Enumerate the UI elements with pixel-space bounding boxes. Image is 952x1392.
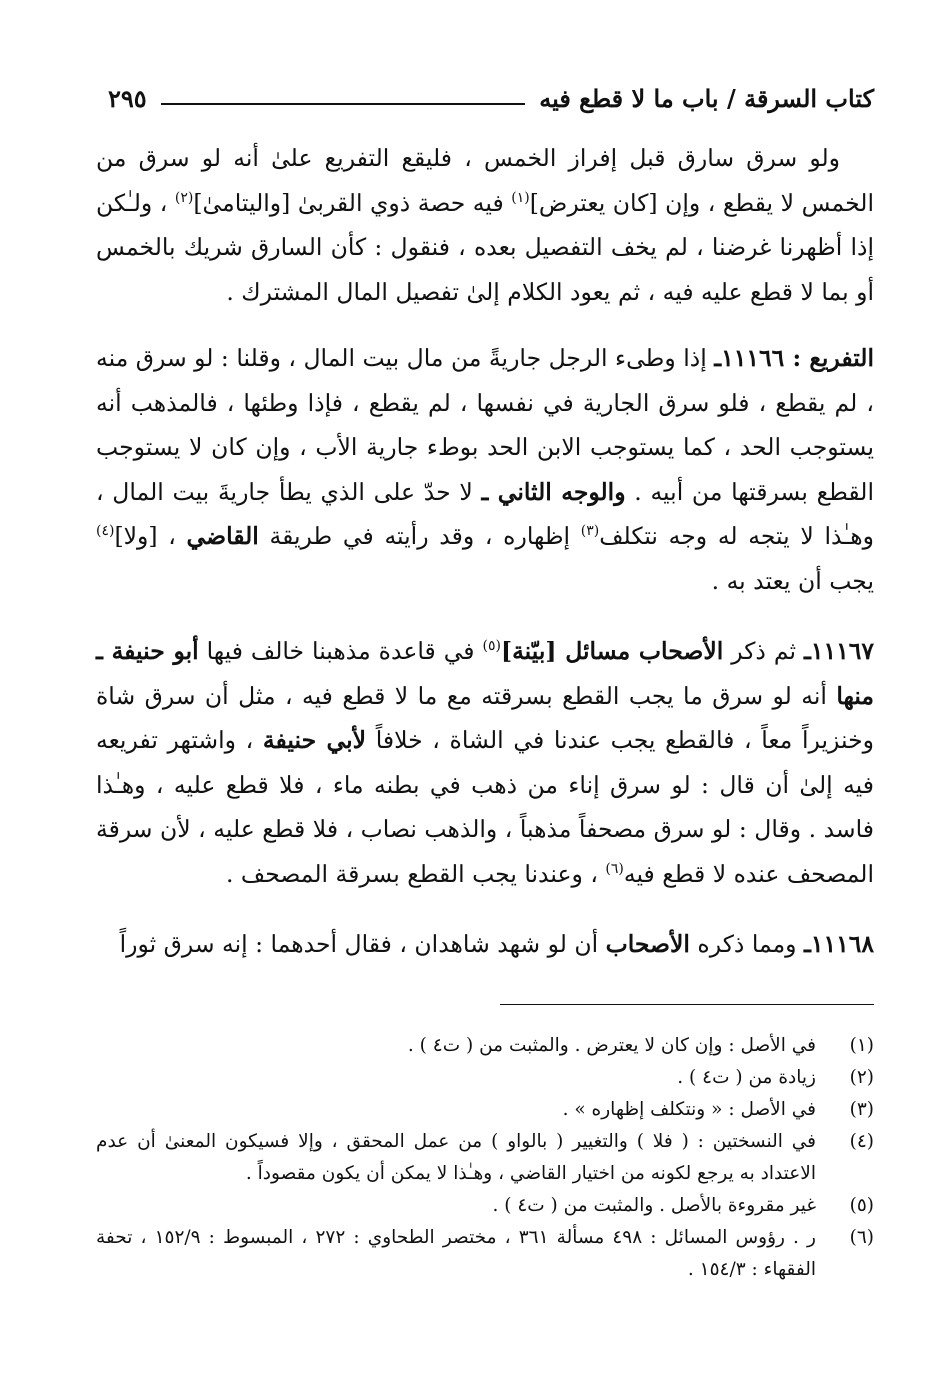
footnote-ref-2: (٢) [174,189,194,206]
footnote-ref-5: (٥) [482,638,501,655]
footnote-ref-1: (١) [511,189,530,206]
text-run: إظهاره ، وقد رأيته في طريقة [258,522,581,550]
paragraph-4 [96,922,874,967]
footnote-separator [500,1004,874,1005]
footnote [96,1126,874,1190]
bold-run: لأبي حنيفة [262,726,367,754]
footnotes [96,1030,874,1286]
footnote-number: (١) [849,1035,874,1056]
text-run: فيه حصة ذوي القربىٰ [واليتامىٰ] [193,188,512,217]
footnote-text: زيادة من ( ت٤ ) . [677,1067,816,1088]
text-run: ، واشتهر تفريعه فيه إلىٰ أن قال : لو سرق إناء من ذهب في بطنه ماء ، فلا قطع عليه ، وهـٰذا فاسد . وقال : لو سرق مصحفاً مذهباً ، والذهب نصاب ، فلا قطع عليه ، لأن سرقة المصحف عنده لا قطع فيه [96,726,874,888]
footnote-ref-3: (٣) [580,523,600,540]
footnote [96,1222,874,1286]
footnote-text: ر . رؤوس المسائل : ٤٩٨ مسألة ٣٦١ ، مختصر الطحاوي : ٢٧٢ ، المبسوط : ١٥٢/٩ ، تحفة الفقهاء : ١٥٤/٣ . [96,1227,816,1280]
paragraph-1 [96,136,874,314]
chapter-title: كتاب السرقة / باب ما لا قطع فيه [539,83,874,113]
bold-run: الأصحاب مسائل [بيّنة] [500,637,724,665]
footnote-number: (٤) [849,1131,874,1152]
section-number: ١١١٦٧ـ [803,637,874,665]
footnote-text: في الأصل : « ونتكلف إظهاره » . [562,1099,816,1120]
footnote [96,1094,874,1126]
footnote [96,1030,874,1062]
footnote [96,1190,874,1222]
section-heading: التفريع : ١١١٦٦ـ [714,344,874,372]
footnote-number: (٢) [849,1067,874,1088]
text-run: أنه لو سرق ما يجب القطع بسرقته مع ما لا قطع فيه ، مثل أن سرق شاة وخنزيراً معاً ، فالقطع يجب عندنا في الشاة ، خلافاً [96,681,874,754]
paragraph-3 [96,629,874,896]
footnote-ref-4: (٤) [96,523,115,540]
header-rule [161,103,526,105]
running-header [108,78,874,118]
text-run: ، [ولا] [114,522,187,550]
text-run: أن لو شهد شاهدان ، فقال أحدهما : إنه سرق ثوراً [119,930,606,958]
bold-run: والوجه الثاني ـ [481,477,626,506]
bold-run: القاضي [186,522,259,550]
footnote-text: غير مقروءة بالأصل . والمثبت من ( ت٤ ) . [492,1195,816,1216]
footnote-ref-6: (٦) [605,860,624,877]
footnote-text: في الأصل : وإن كان لا يعترض . والمثبت من ( ت٤ ) . [407,1035,816,1056]
text-run: في قاعدة مذهبنا خالف فيها [198,637,483,665]
main-text [96,136,874,967]
page-number: ٢٩٥ [108,83,147,113]
text-run: ، ولـٰكن إذا أظهرنا غرضنا ، لم يخف التفصيل بعده ، فنقول : كأن السارق شريك بالخمس أو بما لا قطع عليه فيه ، ثم يعود الكلام إلىٰ تفصيل المال المشترك . [96,188,874,306]
section-number: ١١١٦٨ـ [803,930,874,958]
footnote-number: (٥) [849,1195,874,1216]
text-run: إذا وطىء الرجل جاريةً من مال بيت المال ، وقلنا : لو سرق منه ، لم يقطع ، فلو سرق الجارية في نفسها ، لم يقطع ، فإذا وطئها ، فالمذهب أنه يستوجب الحد ، كما يستوجب الابن الحد بوطء جارية الأب ، وإن كان لا يستوجب القطع بسرقتها من أبيه . [96,344,874,506]
text-run: ولو سرق سارق قبل إفراز الخمس ، فليقع التفريع علىٰ أنه لو سرق من الخمس لا يقطع ، وإن [كان يعترض] [96,144,874,217]
text-run: لا حدّ على الذي يطأ جاريةَ بيت المال ، وهـٰذا لا يتجه له وجه نتكلف [96,477,874,550]
footnote-number: (٦) [849,1227,874,1248]
text-run: ومما ذكره [689,930,804,958]
text-run: يجب أن يعتد به . [711,566,874,595]
footnote-number: (٣) [849,1099,874,1120]
bold-run: أبو حنيفة ـ منها [96,637,874,710]
bold-run: الأصحاب [605,930,690,958]
text-run: ثم ذكر [723,637,804,665]
footnote-text: في النسختين : ( فلا ) والتغيير ( بالواو ) من عمل المحقق ، وإلا فسيكون المعنىٰ أن عدم الاعتداد به يرجع لكونه من اختيار القاضي ، وهـٰذا لا يمكن أن يكون مقصوداً . [96,1131,816,1184]
footnote [96,1062,874,1094]
paragraph-2 [96,336,874,603]
text-run: ، وعندنا يجب القطع بسرقة المصحف . [225,859,606,888]
